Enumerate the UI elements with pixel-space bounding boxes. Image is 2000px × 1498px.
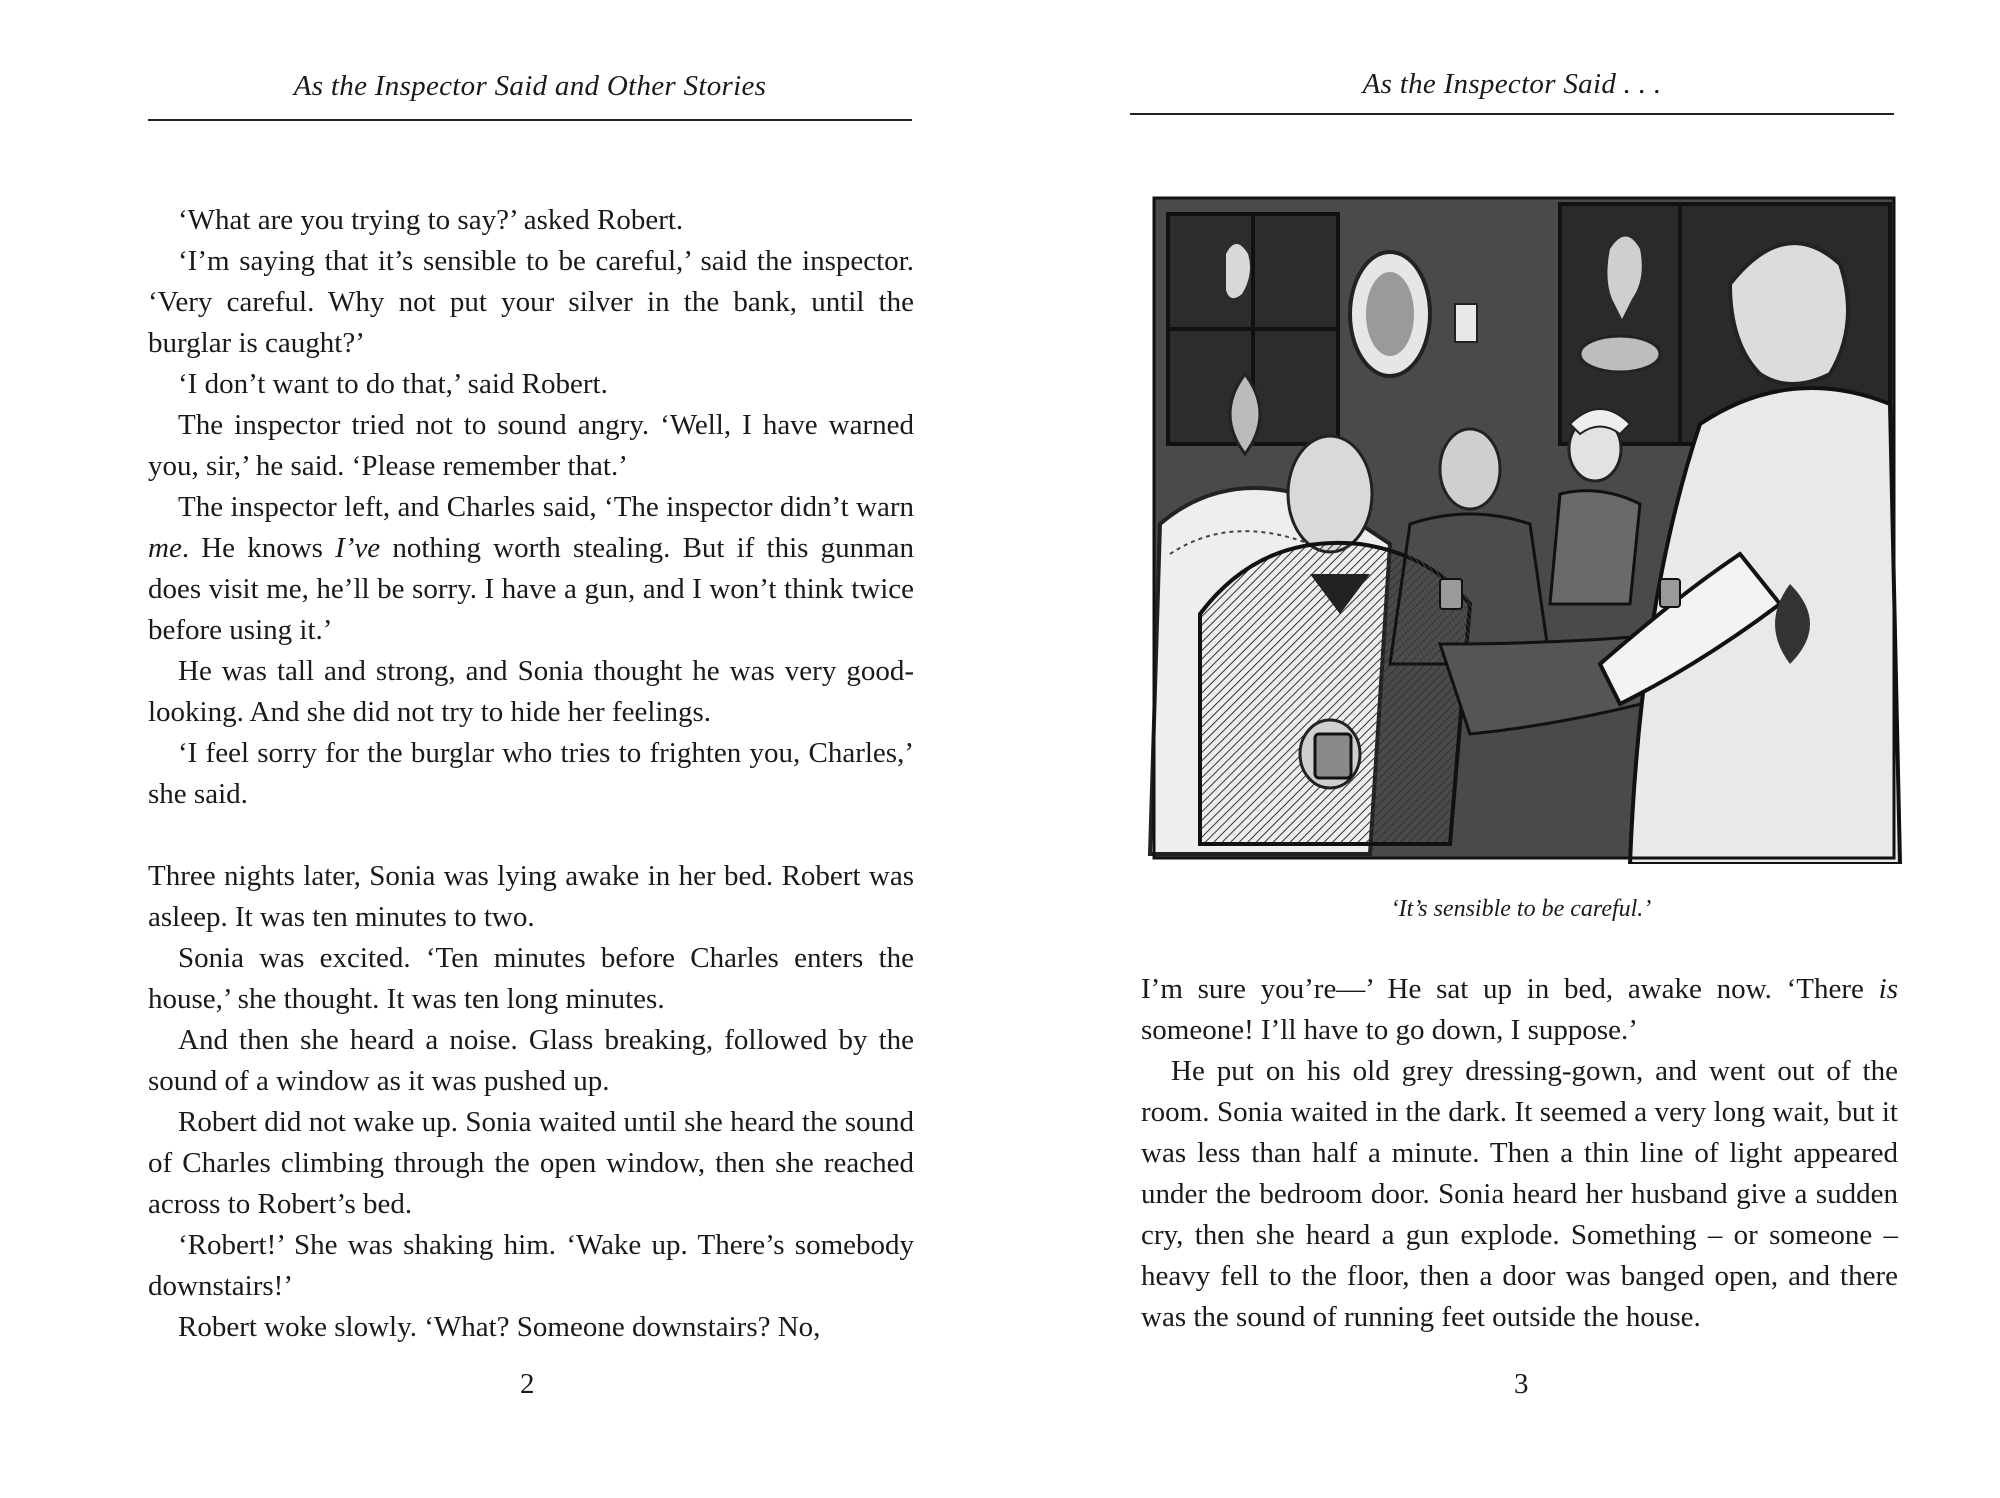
emphasis: me xyxy=(148,532,182,564)
paragraph: And then she heard a noise. Glass breaking, followed by the sound of a window as it was pushed up. xyxy=(148,1024,914,1097)
illustration xyxy=(1140,194,1902,864)
header-rule xyxy=(148,119,912,121)
illustration-drawing xyxy=(1140,194,1902,864)
body-text xyxy=(148,200,914,1348)
page-number: 2 xyxy=(520,1368,535,1400)
illustration-caption: ‘It’s sensible to be careful.’ xyxy=(1390,896,1652,922)
paragraph: ‘Robert!’ She was shaking him. ‘Wake up. There’s somebody downstairs!’ xyxy=(148,1229,914,1302)
paragraph xyxy=(148,487,914,651)
emphasis: I’ve xyxy=(335,532,381,564)
text-run: . He knows xyxy=(181,532,336,564)
paragraph: ‘I feel sorry for the burglar who tries to frighten you, Charles,’ she said. xyxy=(148,737,914,810)
text-run: someone! I’ll have to go down, I suppose.’ xyxy=(1141,1014,1638,1046)
header-rule xyxy=(1130,113,1894,115)
paragraph: ‘I’m saying that it’s sensible to be careful,’ said the inspector. ‘Very careful. Why not put your silver in the bank, until the burglar is caught?’ xyxy=(148,245,914,359)
paragraph: He was tall and strong, and Sonia thought he was very good-looking. And she did not try to hide her feelings. xyxy=(148,655,914,728)
paragraph: Sonia was excited. ‘Ten minutes before Charles enters the house,’ she thought. It was ten long minutes. xyxy=(148,942,914,1015)
paragraph: ‘What are you trying to say?’ asked Robert. xyxy=(178,204,684,236)
paragraph xyxy=(1141,969,1898,1051)
text-run: I’m sure you’re—’ He sat up in bed, awake now. ‘There xyxy=(1141,973,1879,1005)
running-head: As the Inspector Said . . . xyxy=(1362,68,1662,100)
paragraph: Robert woke slowly. ‘What? Someone downstairs? No, xyxy=(178,1311,821,1343)
page-number: 3 xyxy=(1514,1368,1529,1400)
right-page xyxy=(1000,0,2000,1498)
running-head: As the Inspector Said and Other Stories xyxy=(293,70,767,102)
paragraph: Three nights later, Sonia was lying awake in her bed. Robert was asleep. It was ten minutes to two. xyxy=(148,860,914,933)
body-text xyxy=(1141,969,1898,1338)
paragraph: He put on his old grey dressing-gown, and went out of the room. Sonia waited in the dark. It seemed a very long wait, but it was less than half a minute. Then a thin line of light appeared under the bedroom door. Sonia heard her husband give a sudden cry, then she heard a gun explode. Something – or someone – heavy fell to the floor, then a door was banged open, and there was the sound of running feet outside the house. xyxy=(1141,1055,1898,1333)
emphasis: is xyxy=(1878,973,1898,1005)
paragraph: Robert did not wake up. Sonia waited until she heard the sound of Charles climbing through the open window, then she reached across to Robert’s bed. xyxy=(148,1106,914,1220)
text-run: The inspector left, and Charles said, ‘The inspector didn’t warn xyxy=(178,491,914,523)
paragraph: ‘I don’t want to do that,’ said Robert. xyxy=(178,368,608,400)
paragraph: The inspector tried not to sound angry. ‘Well, I have warned you, sir,’ he said. ‘Please remember that.’ xyxy=(148,409,914,482)
text-run: nothing worth stealing. But if this gunman does visit me, he’ll be sorry. I have a gun, and I won’t think twice before using it.’ xyxy=(148,532,915,646)
